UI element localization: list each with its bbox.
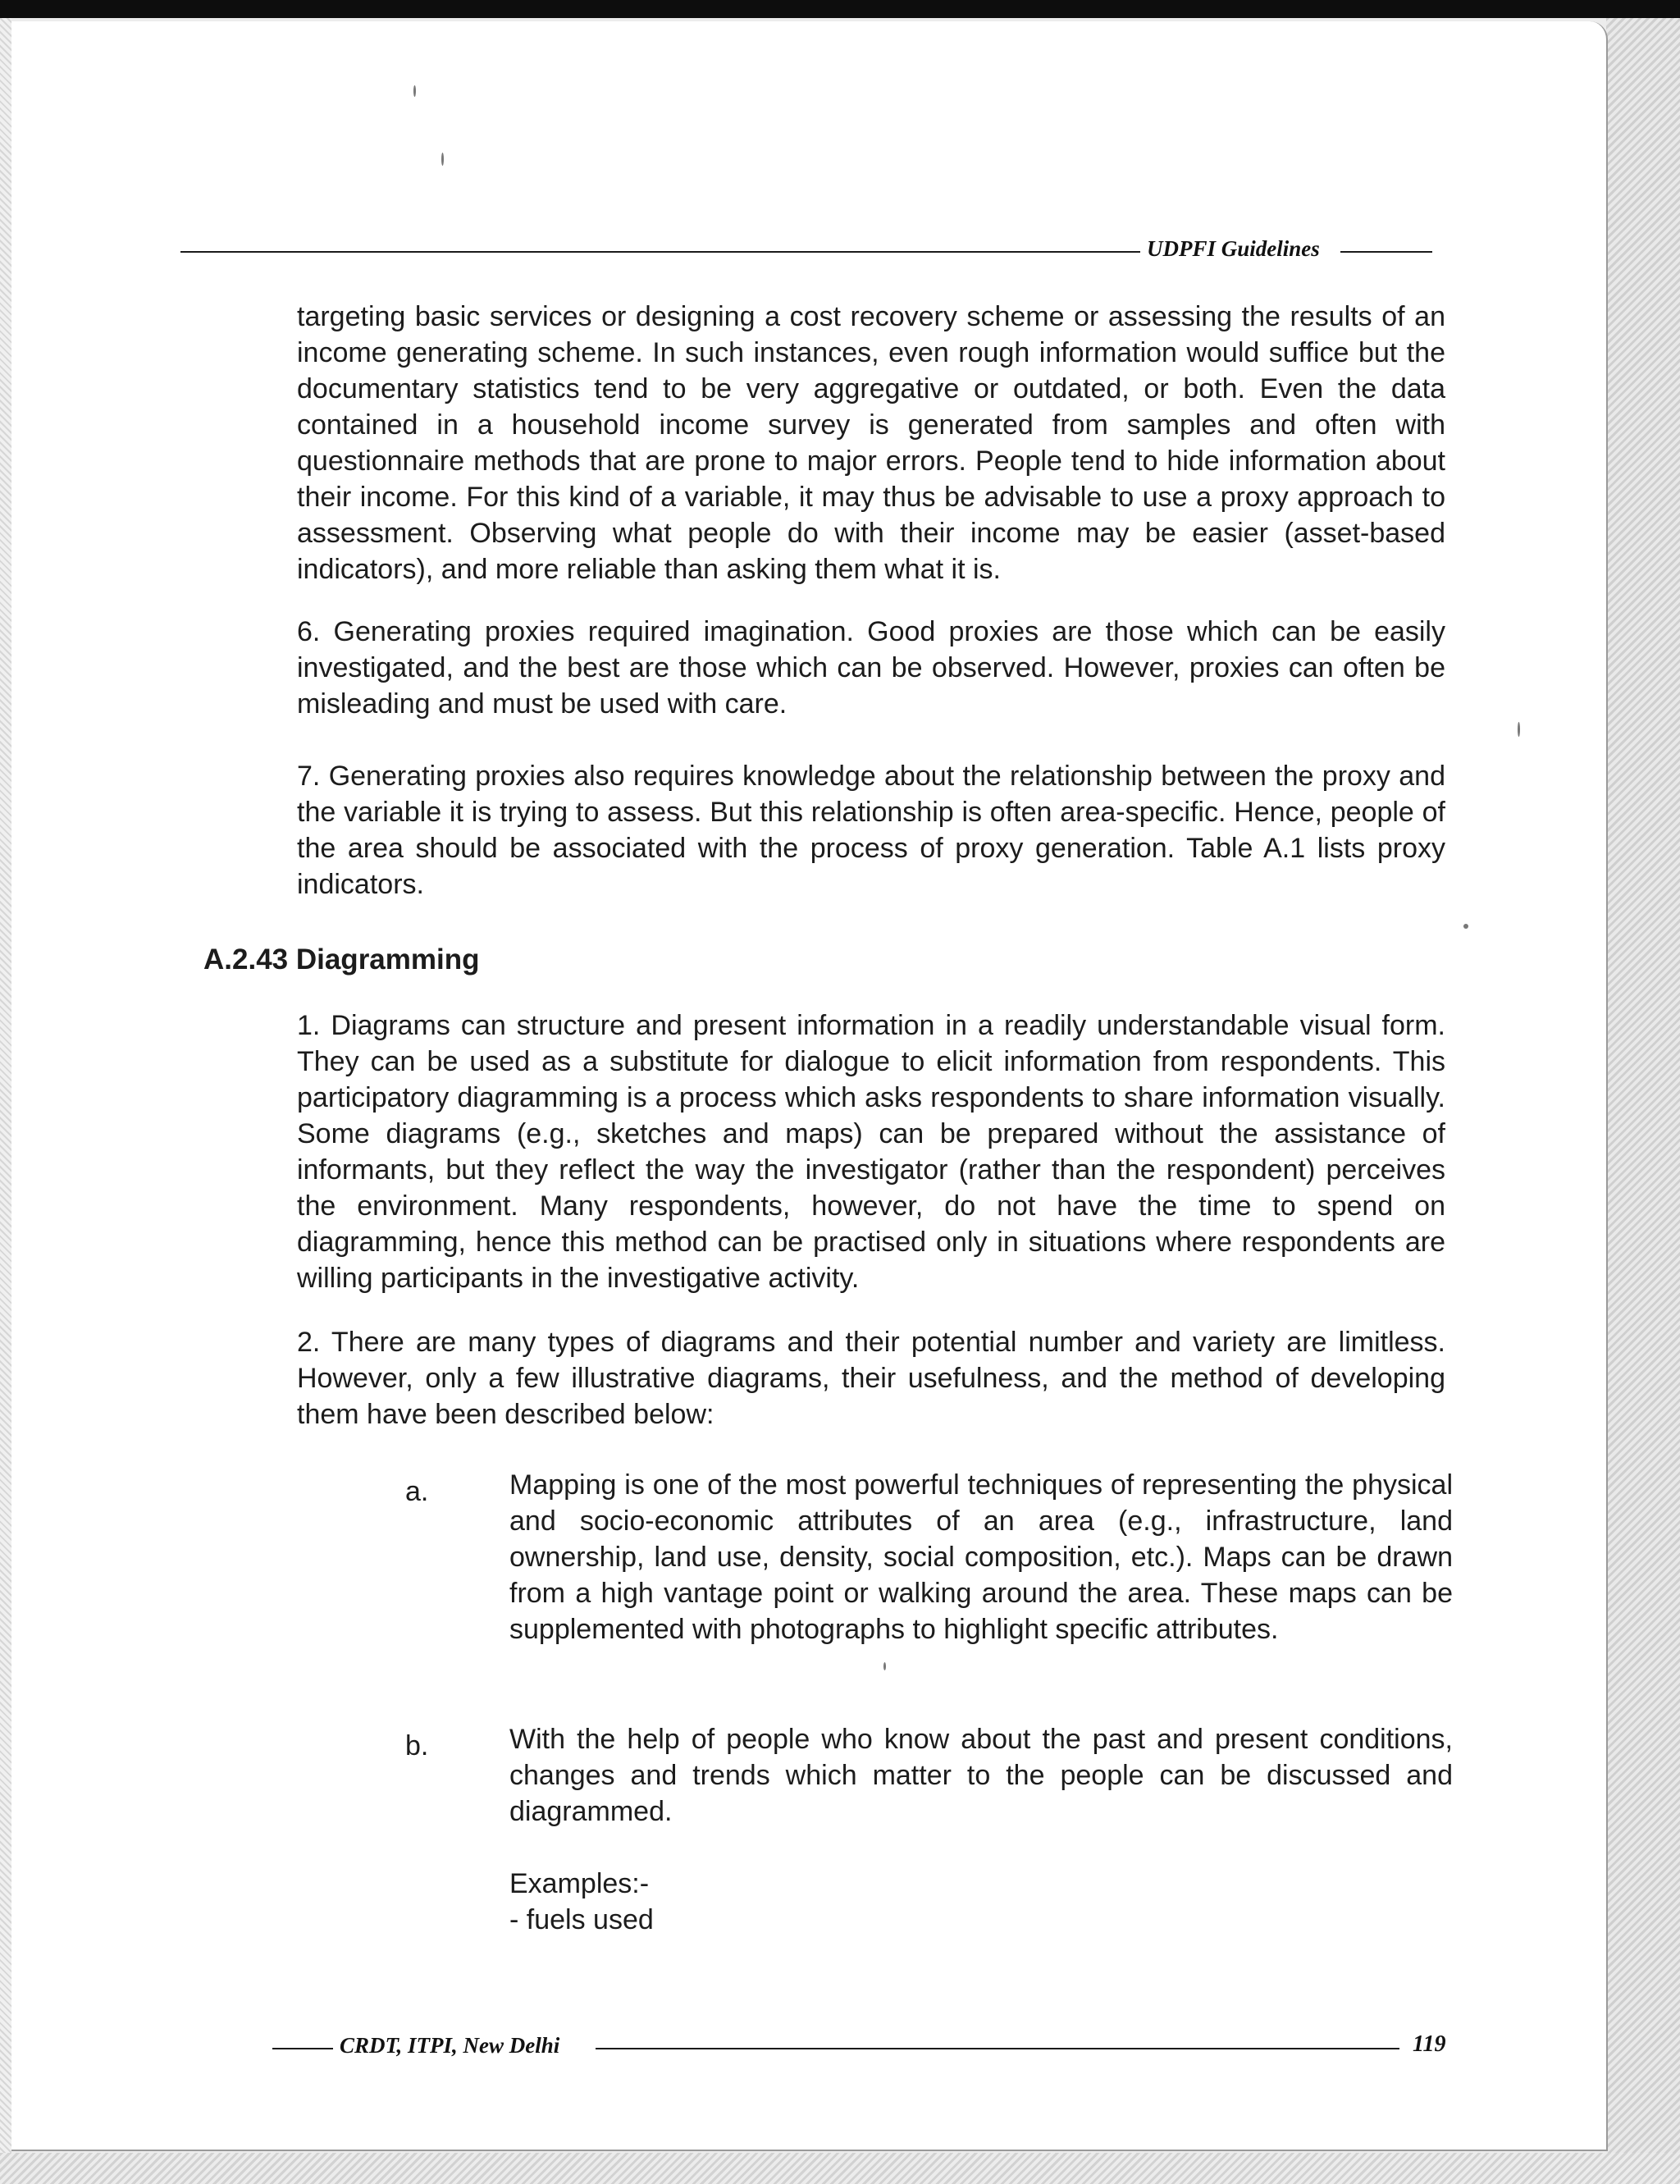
section-heading: A.2.43 Diagramming (203, 944, 480, 975)
scan-speck (441, 153, 444, 166)
scan-speck (883, 1662, 886, 1670)
footer-rule-right (596, 2048, 1399, 2049)
list-item-text: Mapping is one of the most powerful techniques of representing the physical and socio-economic attributes of an area (e.g., infrastructure, land ownership, land use, density, social composition, etc.). Maps can be drawn from a high vantage point or walking around the area. These maps can be supplemented with photographs to highlight specific attributes. (509, 1469, 1453, 1645)
scan-border-right (1606, 18, 1680, 2184)
examples-label: Examples:- (509, 1868, 650, 1899)
scan-border-bottom (0, 2153, 1680, 2184)
paragraph-diagrams-2: 2. There are many types of diagrams and their potential number and variety are limitless. However, only a few illustrative diagrams, their usefulness, and the method of developing them have been described below: (297, 1327, 1445, 1430)
document-page (11, 21, 1608, 2151)
footer-publisher: CRDT, ITPI, New Delhi (340, 2033, 560, 2058)
page-number: 119 (1413, 2031, 1446, 2057)
footer-rule-left (272, 2048, 333, 2049)
header-rule-left (180, 251, 1140, 253)
running-header-title: UDPFI Guidelines (1147, 236, 1320, 261)
list-marker: a. (405, 1476, 429, 1507)
scan-speck (413, 85, 416, 97)
scan-border-left (0, 18, 11, 2184)
scan-speck (1463, 924, 1468, 929)
scan-speck (1518, 722, 1520, 737)
header-rule-right (1340, 251, 1432, 253)
paragraph-7: 7. Generating proxies also requires knowledge about the relationship between the proxy and the variable it is trying to assess. But this relationship is often area-specific. Hence, people of the area should be associated with the process of proxy generation. Table A.1 lists proxy indicators. (297, 761, 1445, 900)
scan-border-top (0, 0, 1680, 18)
list-item-text: With the help of people who know about the past and present conditions, changes and trends which matter to the people can be discussed and diagrammed. (509, 1724, 1453, 1827)
examples-item: - fuels used (509, 1904, 654, 1935)
paragraph-diagrams-1: 1. Diagrams can structure and present information in a readily understandable visual form. They can be used as a substitute for dialogue to elicit information from respondents. This participatory diagramming is a process which asks respondents to share information visually. Some diagrams (e.g., sketches and maps) can be prepared without the assistance of informants, but they reflect the way the investigator (rather than the respondent) perceives the environment. Many respondents, however, do not have the time to spend on diagramming, hence this method can be practised only in situations where respondents are willing participants in the investigative activity. (297, 1010, 1445, 1294)
paragraph-intro: targeting basic services or designing a cost recovery scheme or assessing the results of an income generating scheme. In such instances, even rough information would suffice but the documentary statistics tend to be very aggregative or outdated, or both. Even the data contained in a household income survey is generated from samples and often with questionnaire methods that are prone to major errors. People tend to hide information about their income. For this kind of a variable, it may thus be advisable to use a proxy approach to assessment. Observing what people do with their income may be easier (asset-based indicators), and more reliable than asking them what it is. (297, 301, 1445, 585)
list-marker: b. (405, 1730, 429, 1761)
paragraph-6: 6. Generating proxies required imagination. Good proxies are those which can be easily investigated, and the best are those which can be observed. However, proxies can often be misleading and must be used with care. (297, 616, 1445, 720)
